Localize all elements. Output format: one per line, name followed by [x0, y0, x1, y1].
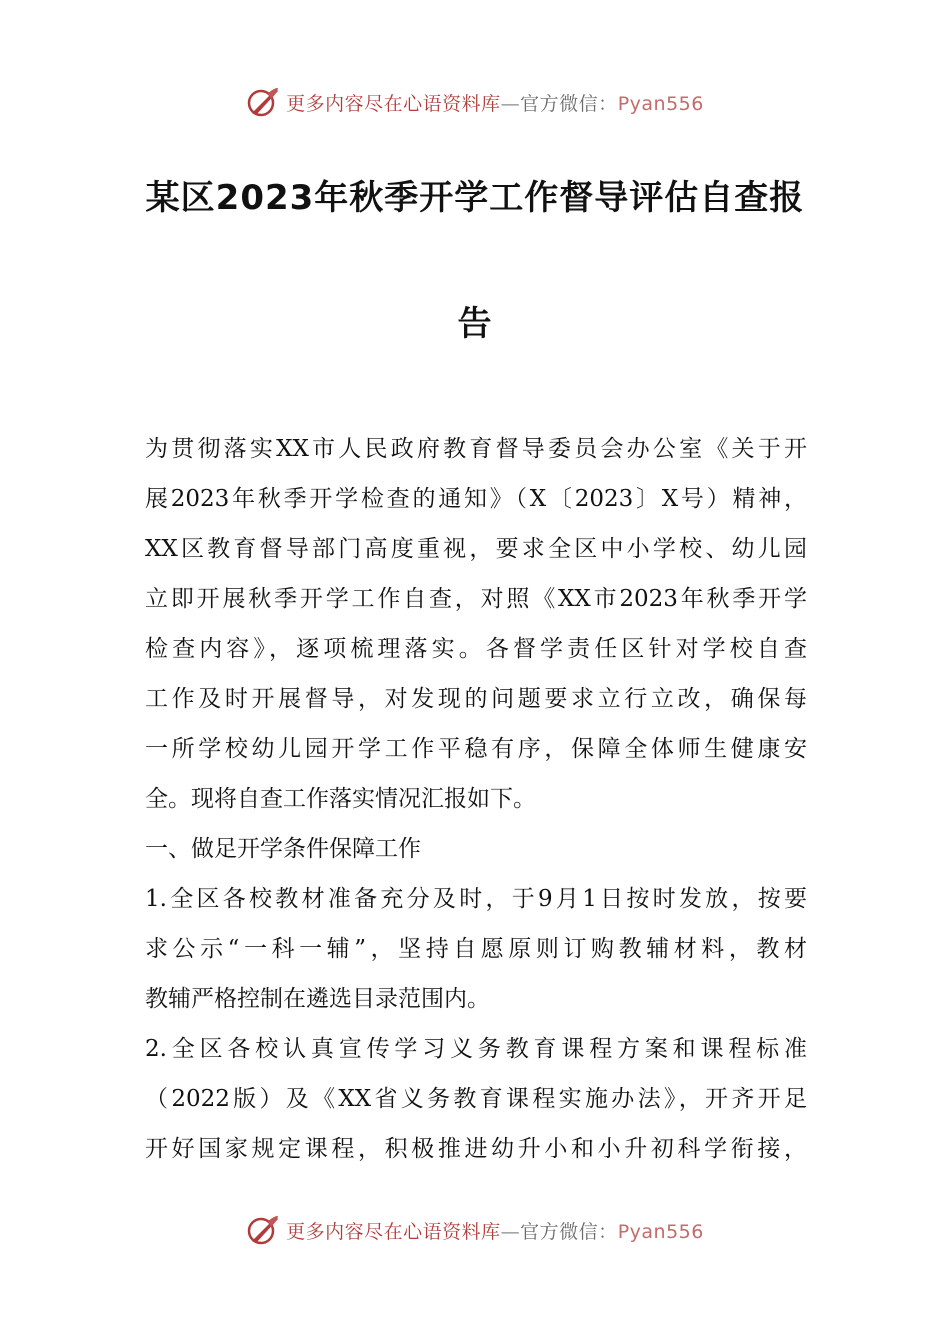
document-title-line-1: 某区2023年秋季开学工作督导评估自查报: [145, 178, 805, 218]
quill-seal-logo-icon: [246, 1213, 280, 1247]
banner-wechat-id: Pyan556: [617, 1220, 704, 1243]
banner-text: [286, 1217, 704, 1244]
document-title-line-2: 告: [457, 304, 493, 344]
banner-wechat-label: 官方微信：: [520, 1220, 618, 1243]
body-line: 全。现将自查工作落实情况汇报如下。: [145, 786, 536, 812]
banner-dash: —: [500, 1220, 521, 1243]
body-line: 为贯彻落实XX市人民政府教育督导委员会办公室《关于开: [145, 436, 807, 462]
body-line: 教辅严格控制在遴选目录范围内。: [145, 986, 490, 1012]
body-line: 求公示“一科一辅”，坚持自愿原则订购教辅材料，教材: [145, 936, 807, 962]
body-line: 一所学校幼儿园开学工作平稳有序，保障全体师生健康安: [145, 736, 807, 762]
body-line: 展2023年秋季开学检查的通知》（X〔2023〕X号）精神，: [145, 486, 807, 512]
body-line: 开好国家规定课程，积极推进幼升小和小升初科学衔接，: [145, 1136, 807, 1162]
body-line: 检查内容》，逐项梳理落实。各督学责任区针对学校自查: [145, 636, 807, 662]
header-banner: [0, 82, 950, 122]
footer-banner: [0, 1210, 950, 1250]
banner-wechat-id: Pyan556: [617, 92, 704, 115]
body-line: （2022版）及《XX省义务教育课程实施办法》，开齐开足: [145, 1086, 807, 1112]
body-line: 2.全区各校认真宣传学习义务教育课程方案和课程标准: [145, 1036, 807, 1062]
quill-seal-logo-icon: [246, 85, 280, 119]
banner-dash: —: [500, 92, 521, 115]
section-heading: 一、做足开学条件保障工作: [145, 836, 421, 862]
body-line: 立即开展秋季开学工作自查，对照《XX市2023年秋季开学: [145, 586, 807, 612]
body-line: XX区教育督导部门高度重视，要求全区中小学校、幼儿园: [145, 536, 807, 562]
banner-site-name: 更多内容尽在心语资料库: [286, 1220, 501, 1243]
banner-text: [286, 89, 704, 116]
body-line: 1.全区各校教材准备充分及时，于9月1日按时发放，按要: [145, 886, 807, 912]
banner-site-name: 更多内容尽在心语资料库: [286, 92, 501, 115]
banner-wechat-label: 官方微信：: [520, 92, 618, 115]
document-body: [145, 424, 807, 1174]
body-line: 工作及时开展督导，对发现的问题要求立行立改，确保每: [145, 686, 807, 712]
